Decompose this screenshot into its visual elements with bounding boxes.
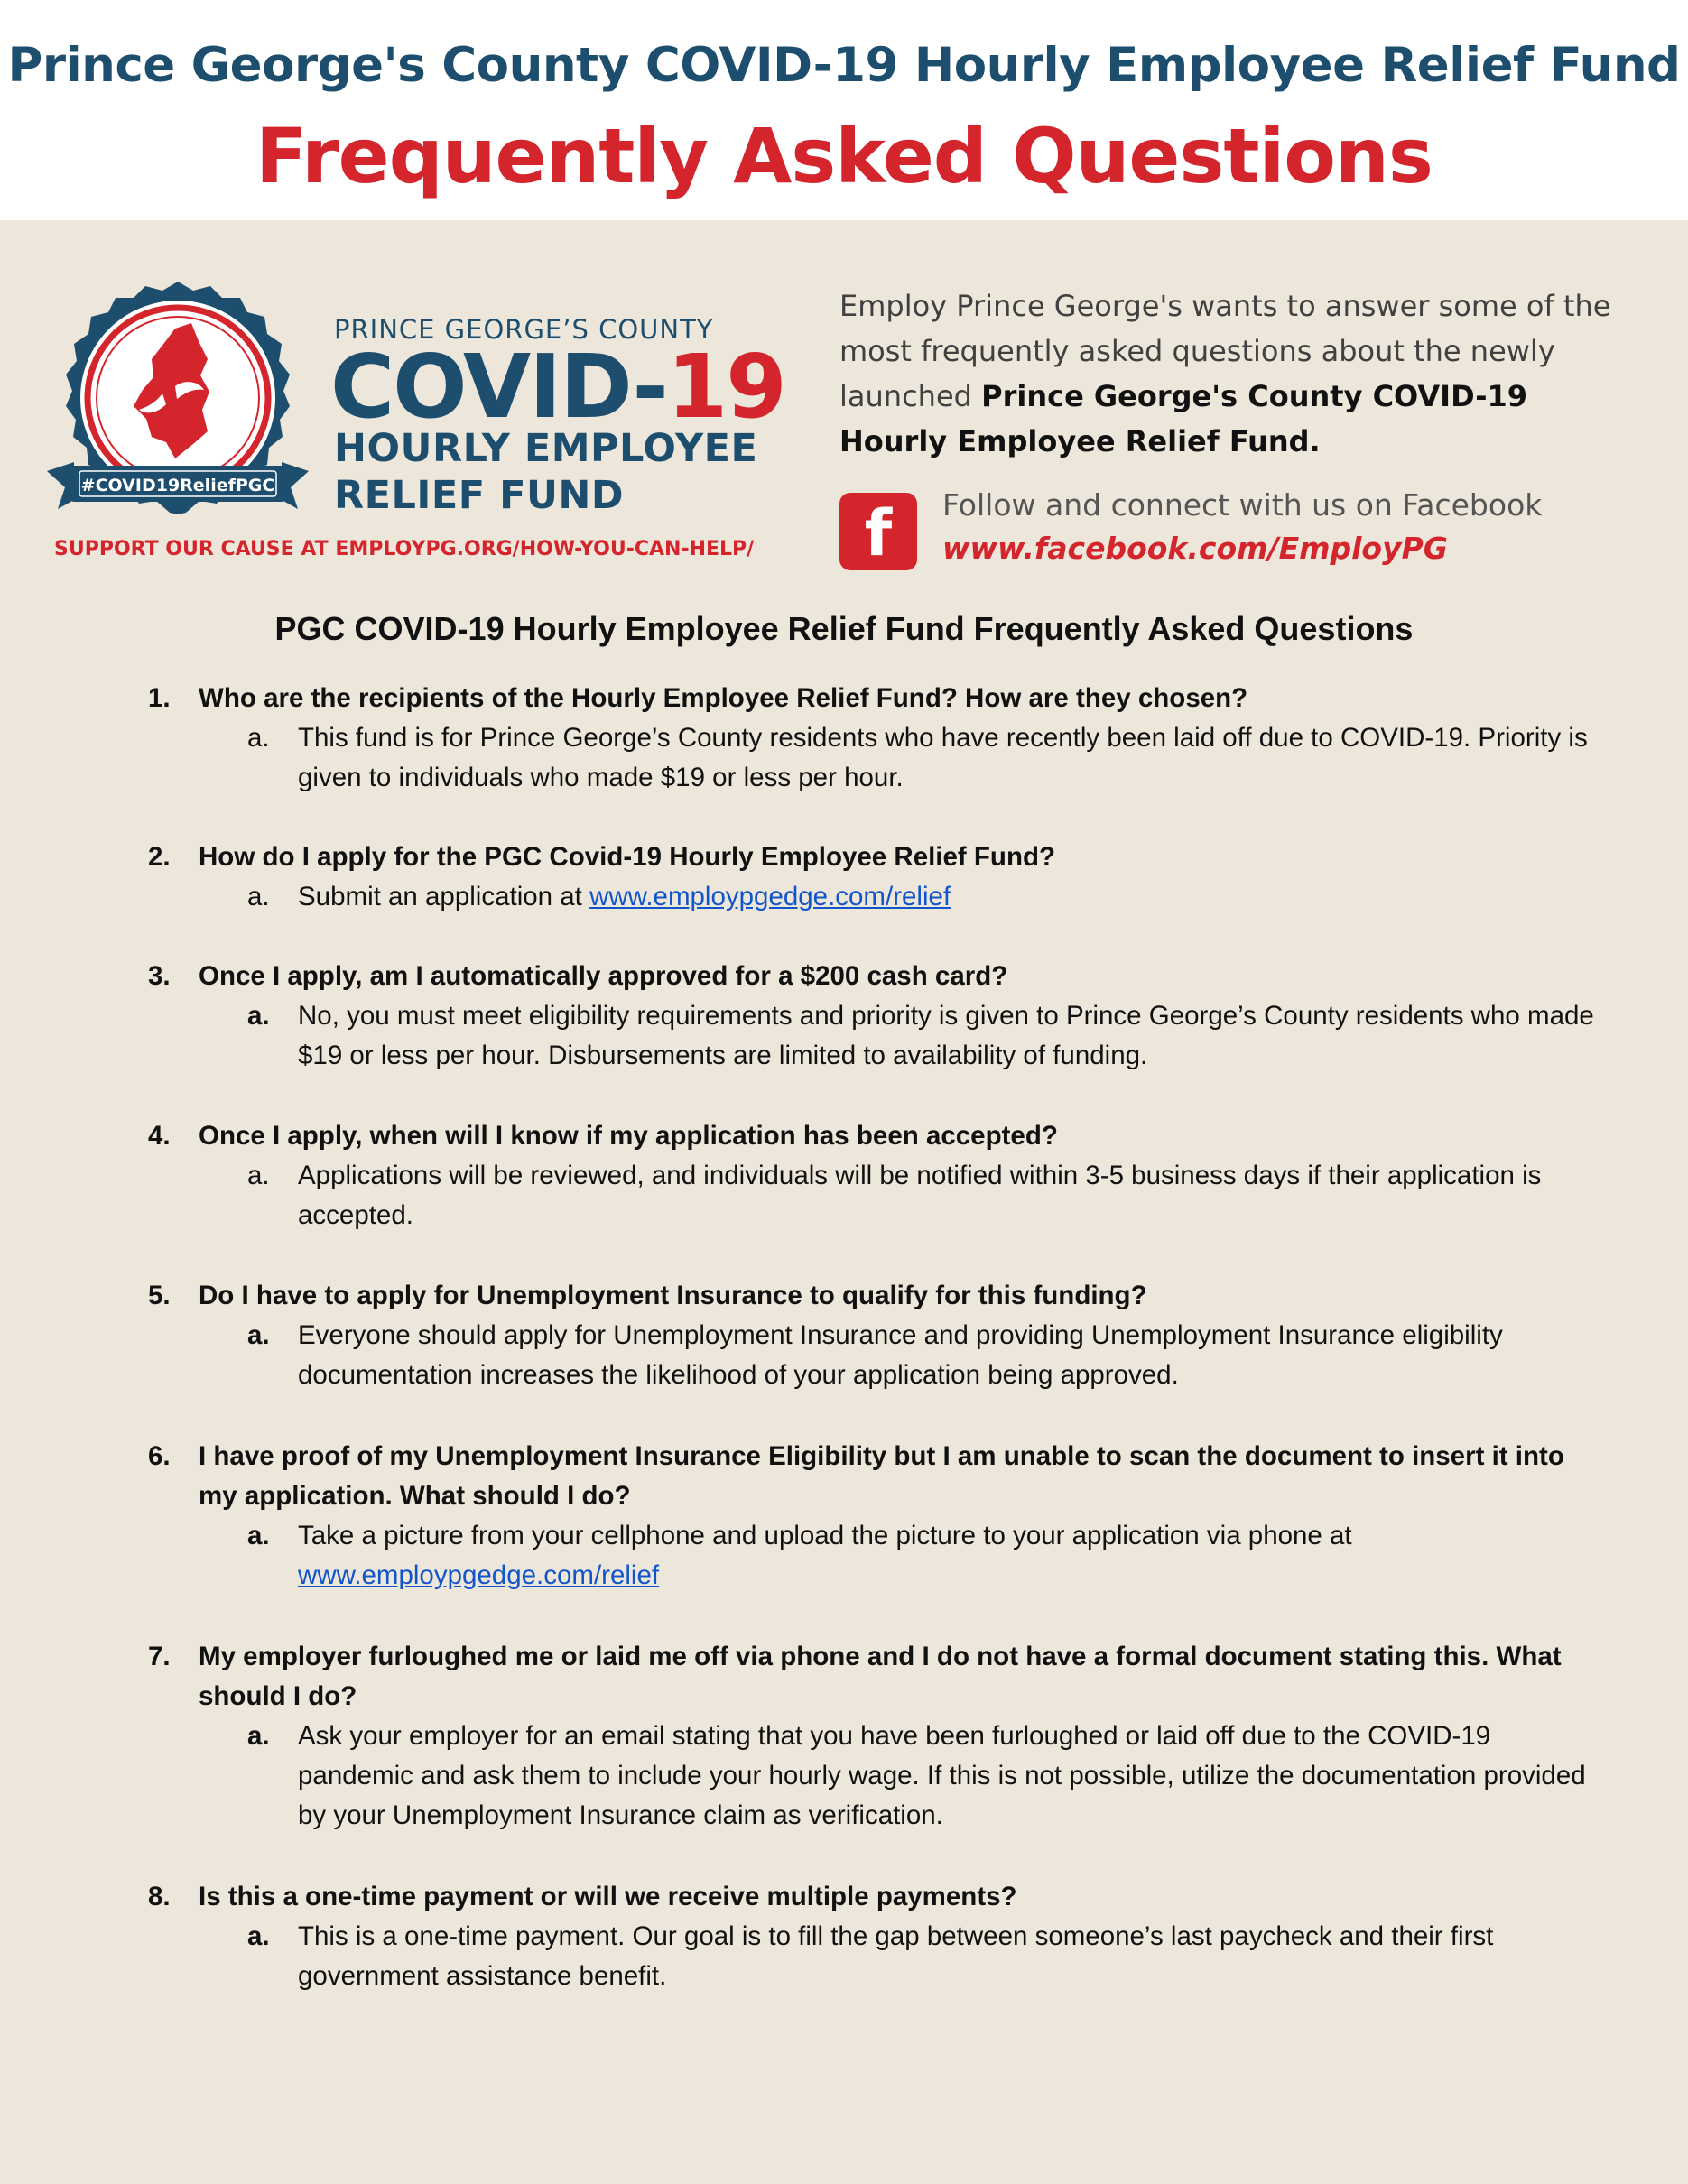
logo-hourly-employee: HOURLY EMPLOYEE — [334, 426, 758, 471]
question-number: 2. — [148, 842, 171, 872]
relief-application-link[interactable]: www.employpgedge.com/relief — [298, 1560, 660, 1590]
answer-letter: a. — [247, 1161, 270, 1190]
question-number: 5. — [148, 1281, 171, 1310]
intro-bold-fund-name: Prince George's County COVID-19 Hourly Employee Relief Fund — [839, 379, 1528, 458]
page-header — [0, 0, 1688, 220]
answer-letter: a. — [247, 1721, 270, 1751]
question-number: 8. — [148, 1882, 171, 1911]
faq-title: PGC COVID-19 Hourly Employee Relief Fund Frequently Asked Questions — [274, 610, 1414, 647]
facebook-icon[interactable]: f — [839, 493, 917, 570]
question-number: 6. — [148, 1441, 171, 1471]
answer-text: Ask your employer for an email stating that you have been furloughed or laid off due to the COVID-19 pandemic and ask them to include your hourly wage. If this is not possible, utilize the documentation provided by your Unemployment Insurance claim as verification. — [298, 1721, 1586, 1830]
question-text: Who are the recipients of the Hourly Employee Relief Fund? How are they chosen? — [199, 683, 1248, 713]
logo-covid-word: COVID- — [330, 336, 667, 438]
question-text: Do I have to apply for Unemployment Insurance to qualify for this funding? — [199, 1281, 1147, 1310]
answer-text: Everyone should apply for Unemployment Insurance and providing Unemployment Insurance eligibility documentation increases the likelihood of your application being approved. — [298, 1320, 1503, 1390]
logo-covid — [330, 336, 785, 438]
answer-text — [298, 877, 1607, 917]
answer-text: This fund is for Prince George’s County residents who have recently been laid off due to COVID-19. Priority is given to individuals who made $19 or less per hour. — [298, 723, 1588, 792]
question-text: How do I apply for the PGC Covid-19 Hourly Employee Relief Fund? — [199, 842, 1056, 872]
answer-text-prefix: Take a picture from your cellphone and upload the picture to your application via phone at — [298, 1521, 1352, 1550]
question-text: I have proof of my Unemployment Insurance Eligibility but I am unable to scan the document to insert it into my application. What should I do? — [199, 1441, 1564, 1511]
logo-relief-fund: RELIEF FUND — [334, 473, 625, 518]
answer-text — [298, 1516, 1607, 1596]
question-number: 4. — [148, 1121, 171, 1151]
question-number: 1. — [148, 683, 171, 713]
answer-text-prefix: Submit an application at — [298, 882, 590, 912]
answer-letter: a. — [247, 882, 270, 912]
question-text: My employer furloughed me or laid me off via phone and I do not have a formal document stating this. What should I do? — [199, 1642, 1562, 1711]
seal-badge-text: #COVID19ReliefPGC — [80, 476, 275, 495]
answer-letter: a. — [247, 1921, 270, 1951]
question-text: Once I apply, am I automatically approved for a $200 cash card? — [199, 961, 1008, 991]
answer-text: This is a one-time payment. Our goal is to fill the gap between someone’s last paycheck and their first government assistance benefit. — [298, 1921, 1494, 1991]
answer-letter: a. — [247, 1320, 270, 1350]
support-cause-link[interactable]: SUPPORT OUR CAUSE AT EMPLOYPG.ORG/HOW-YOU-CAN-HELP/ — [54, 538, 755, 560]
intro-text: Employ Prince George's wants to answer some of the most frequently asked questions about the newly launched — [839, 289, 1611, 413]
answer-text: No, you must meet eligibility requirements and priority is given to Prince George’s County residents who made $19 or less per hour. Disbursements are limited to availability of funding. — [298, 1001, 1594, 1070]
page-title: Prince George's County COVID-19 Hourly Employee Relief Fund — [7, 38, 1681, 93]
facebook-url-link[interactable]: www.facebook.com/EmployPG — [942, 531, 1448, 566]
facebook-follow-text: Follow and connect with us on Facebook — [942, 487, 1543, 523]
question-text: Once I apply, when will I know if my application has been accepted? — [199, 1121, 1058, 1151]
intro-end: . — [1309, 424, 1321, 458]
page-subtitle: Frequently Asked Questions — [255, 112, 1433, 200]
question-text: Is this a one-time payment or will we receive multiple payments? — [199, 1882, 1017, 1911]
logo-county: PRINCE GEORGE’S COUNTY — [334, 314, 714, 345]
answer-letter: a. — [247, 1521, 270, 1550]
answer-letter: a. — [247, 723, 270, 753]
logo-covid-number: 19 — [666, 336, 785, 438]
relief-application-link[interactable]: www.employpgedge.com/relief — [589, 882, 951, 912]
question-number: 7. — [148, 1642, 171, 1671]
intro-paragraph — [839, 283, 1634, 464]
answer-letter: a. — [247, 1001, 270, 1031]
question-number: 3. — [148, 961, 171, 991]
answer-text: Applications will be reviewed, and individuals will be notified within 3-5 business days if their application is accepted. — [298, 1161, 1542, 1230]
relief-fund-seal-icon — [40, 278, 316, 522]
